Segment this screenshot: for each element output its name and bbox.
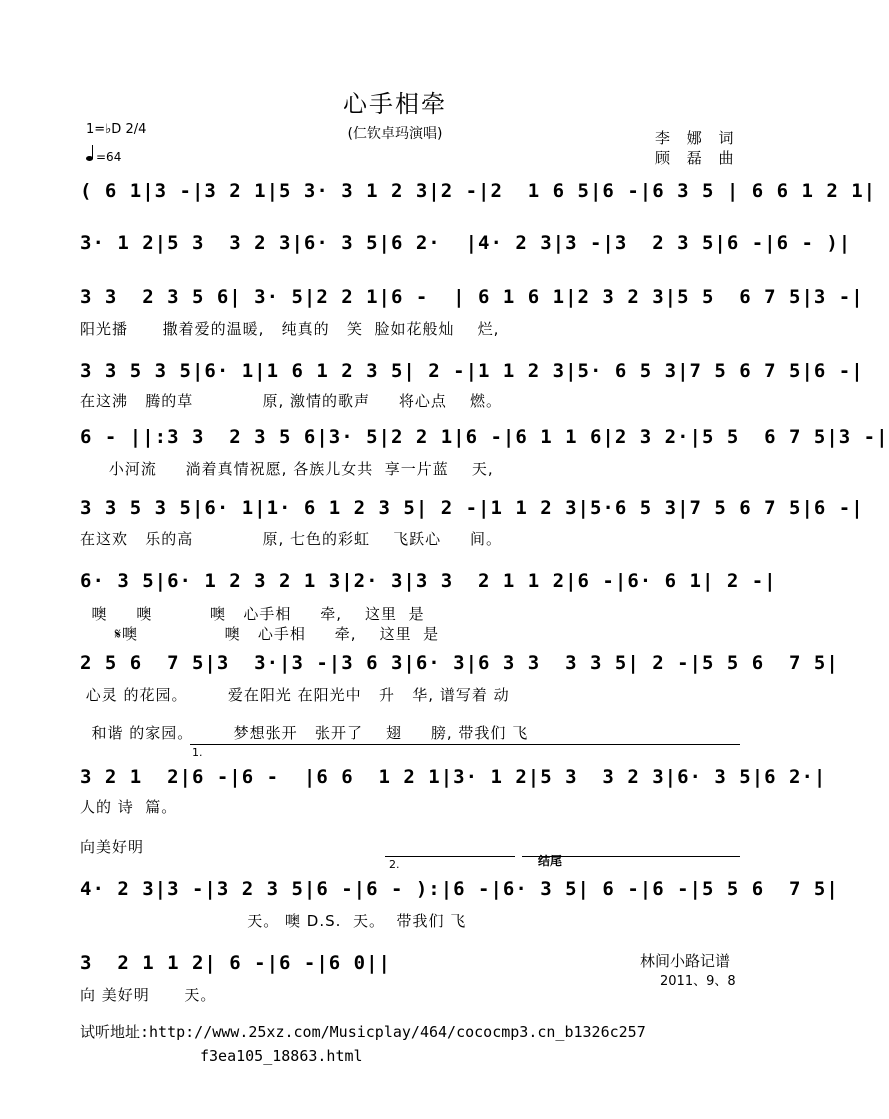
- ending-1-label: 1.: [192, 746, 203, 759]
- score-row-4: 3 3 5 3 5|6· 1|1 6 1 2 3 5| 2 -|1 1 2 3|5· 6 5 3|7 5 6 7 5|6 -|: [80, 360, 864, 382]
- performer-subtitle: (仁钦卓玛演唱): [347, 126, 443, 142]
- arrangement-date: 2011、9、8: [660, 974, 736, 989]
- song-title: 心手相牵: [343, 90, 447, 118]
- score-row-7: 6· 3 5|6· 1 2 3 2 1 3|2· 3|3 3 2 1 1 2|6 -|6· 6 1| 2 -|: [80, 570, 777, 592]
- score-row-9: 3 2 1 2|6 -|6 - |6 6 1 2 1|3· 1 2|5 3 3 2 3|6· 3 5|6 2·|: [80, 766, 827, 788]
- lyric-row-10: 天。 噢 D.S. 天。 带我们 飞: [80, 912, 467, 930]
- arranger-signature: 林间小路记谱: [640, 952, 731, 970]
- score-row-1: ( 6 1|3 -|3 2 1|5 3· 3 1 2 3|2 -|2 1 6 5|6 -|6 3 5 | 6 6 1 2 1|: [80, 180, 877, 202]
- composer-credit: 顾 磊 曲: [655, 149, 740, 167]
- key-signature: 1=♭D 2/4: [86, 122, 147, 137]
- lyricist-credit: 李 娜 词: [655, 129, 740, 147]
- score-row-3: 3 3 2 3 5 6| 3· 5|2 2 1|6 - | 6 1 6 1|2 3 2 3|5 5 6 7 5|3 -|: [80, 286, 864, 308]
- score-row-6: 3 3 5 3 5|6· 1|1· 6 1 2 3 5| 2 -|1 1 2 3|5·6 5 3|7 5 6 7 5|6 -|: [80, 497, 864, 519]
- lyric-row-9b: 向美好明: [80, 838, 145, 856]
- lyric-row-7b: 𝄋噢 噢 心手相 牵, 这里 是: [80, 625, 440, 643]
- lyric-row-11: 向 美好明 天。: [80, 986, 217, 1004]
- lyric-row-8b: 和谐 的家园。 梦想张开 张开了 翅 膀, 带我们 飞: [80, 724, 529, 742]
- lyric-row-6: 在这欢 乐的高 原, 七色的彩虹 飞跃心 间。: [80, 530, 502, 548]
- coda-label: 结尾: [538, 854, 563, 868]
- listen-footer: [80, 1020, 646, 1068]
- score-row-11: 3 2 1 1 2| 6 -|6 -|6 0||: [80, 952, 391, 974]
- lyric-row-8a: 心灵 的花园。 爱在阳光 在阳光中 升 华, 谱写着 动: [80, 686, 510, 704]
- lyric-row-3: 阳光播 撒着爱的温暖, 纯真的 笑 脸如花般灿 烂,: [80, 320, 500, 338]
- volta-line-1: [190, 744, 740, 745]
- listen-label: 试听地址:: [80, 1023, 150, 1041]
- score-row-8: 2 5 6 7 5|3 3·|3 -|3 6 3|6· 3|6 3 3 3 3 5| 2 -|5 5 6 7 5|: [80, 652, 839, 674]
- listen-url-line-2[interactable]: f3ea105_18863.html: [200, 1047, 363, 1065]
- score-row-2: 3· 1 2|5 3 3 2 3|6· 3 5|6 2· |4· 2 3|3 -|3 2 3 5|6 -|6 - )|: [80, 232, 852, 254]
- score-row-5: 6 - ||:3 3 2 3 5 6|3· 5|2 2 1|6 -|6 1 1 6|2 3 2·|5 5 6 7 5|3 -|: [80, 426, 889, 448]
- lyric-row-4: 在这沸 腾的草 原, 激情的歌声 将心点 燃。: [80, 392, 502, 410]
- lyric-row-7a: 噢 噢 噢 心手相 牵, 这里 是: [80, 605, 425, 623]
- tempo-mark: =64: [86, 150, 121, 164]
- lyric-row-5: 小河流 淌着真情祝愿, 各族儿女共 享一片蓝 天,: [80, 460, 494, 478]
- listen-url-line-1[interactable]: http://www.25xz.com/Musicplay/464/cococmp3.cn_b1326c257: [149, 1023, 646, 1041]
- score-row-10: 4· 2 3|3 -|3 2 3 5|6 -|6 - ):|6 -|6· 3 5| 6 -|6 -|5 5 6 7 5|: [80, 878, 839, 900]
- ending-2-label: 2.: [389, 858, 400, 871]
- lyric-row-9a: 人的 诗 篇。: [80, 798, 178, 816]
- quarter-note-icon: [86, 156, 93, 161]
- volta-line-2: [385, 856, 515, 857]
